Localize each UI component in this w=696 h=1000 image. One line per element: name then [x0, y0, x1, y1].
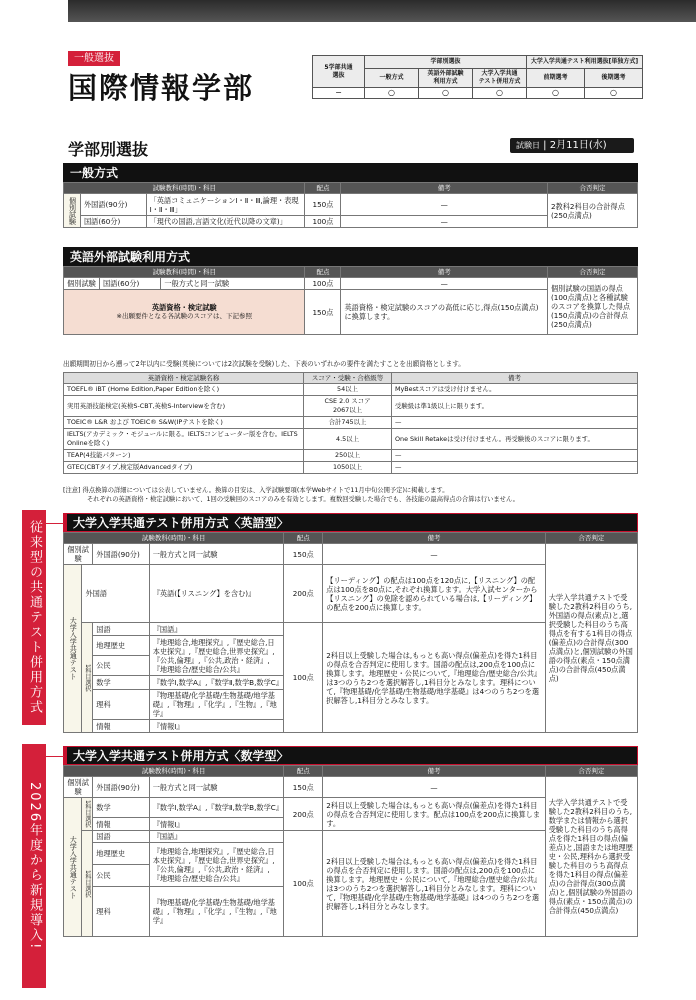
section-title: 大学入学共通テスト併用方式〈数学型〉 [63, 746, 638, 765]
qualification-row: GTEC(CBTタイプ,検定版Advancedタイプ) 1050以上 — [64, 462, 638, 474]
side-connector [46, 756, 64, 757]
side-label-new: 2026年度から新規導入! [22, 744, 46, 988]
side-connector [46, 523, 64, 524]
section-title: 大学入学共通テスト併用方式〈英語型〉 [63, 513, 638, 532]
page-title: 国際情報学部 [68, 71, 255, 105]
side-label-conventional: 従来型の共通テスト併用方式 [22, 510, 46, 725]
qualification-row: IELTS(アカデミック・モジュールに限る。IELTSコンピューター版を含む。IELTS Onlineを除く) 4.5以上 One Skill Retakeは受け付けません。再受験後のスコアに限ります。 [64, 429, 638, 450]
qualification-row: TOEFL® iBT (Home Edition,Paper Editionを除く) 54以上 MyBestスコアは受け付けません。 [64, 384, 638, 396]
section-common-test-english: 大学入学共通テスト併用方式〈英語型〉 試験教科(時間)・科目 配点 備考 合否判定 個別試験 外国語(90分) 一般方式と同一試験 150点 — 大学入学共通テストで受験した2教科2科目のうち,外国語の得点(素点)と,選択受験した科目のうち高得点を有する1科目の得点(偏差点)の合計得点(300点満点)と,個別試験の外国語の得点(素点・150点満点)の合計得点(450点満点) 大学入学共通テスト 外国語 『英語(【リスニング】を含む)』 200点 【リーディング】の配点は100点を120点に,【リスニング】の配点は100点を80点に,それぞれ換算します。大学入試センターから【リスニング】の免除を認められている場合は,【リーディング】の配点を200点に換算します。 1科目選択 国語 『国語』 100点 2科目以上受験した場合は,もっとも高い得点(偏差点)を得た1科目の得点を合否判定に使用します。国語の配点は,200点を100点に換算します。地理歴史・公民について,『地理総合/歴史総合/公共』は3つのうち2つを選択解答し,1科目分とみなします。理科について,『物理基礎/化学基礎/生物基礎/地学基礎』は4つのうち2つを選択解答し,1科目分とみなします。 地理歴史 『地理総合,地理探究』,『歴史総合,日本史探究』,『歴史総合,世界史探究』,『公共,倫理』,『公共,政治・経済』,『地理総合/歴史総合/公共』 公民 数学 『数学Ⅰ,数学A』,『数学Ⅱ,数学B,数学C』 理科 『物理基礎/化学基礎/生物基礎/地学基礎』,『物理』,『化学』,『生物』,『地学』 情報 『情報Ⅰ』 [63, 513, 638, 733]
eligibility-note: 出願期間初日から遡って2年以内に受験(英検については2次試験を受験)した、下表のいずれかの要件を満たすことを出願資格とします。 [63, 360, 465, 368]
qualification-row: 実用英語技能検定(英検S-CBT,英検S-Interviewを含む) CSE 2.0 スコア 2067以上 受験級は準1級以上に限ります。 [64, 396, 638, 417]
qualification-row: TEAP(4技能パターン) 250以上 — [64, 450, 638, 462]
category-badge: 一般選抜 [68, 51, 120, 66]
top-banner [68, 0, 696, 22]
exam-date: 試験日 | 2月11日(水) [510, 138, 634, 153]
attention-notes: [注意] 得点換算の詳細については公表していません。換算の目安は、入学試験要項(本学Webサイトで11月中旬公開予定)に掲載します。 それぞれの英語資格・検定試験において、1回の受験回のスコアのみを有効とします。複数回受験した場合でも、各技能の最高得点の合算は行いません。 [63, 487, 519, 503]
schedule-table: 5学部共通 選抜 学部別選抜 大学入学共通テスト利用選抜[単独方式] 一般方式 英語外部試験 利用方式 大学入学共通 テスト併用方式 前期選考 後期選考 − ○ ○ ○ ○ ○ [312, 55, 643, 99]
section-common-test-math: 大学入学共通テスト併用方式〈数学型〉 試験教科(時間)・科目 配点 備考 合否判定 個別試験 外国語(90分) 一般方式と同一試験 150点 — 大学入学共通テストで受験した2教科2科目のうち,数学または情報から選択受験した科目のうち高得点を得た1科目の得点(偏差点)と,国語または地理歴史・公民,理科から選択受験した科目のうち高得点を得た1科目の得点(偏差点)の合計得点(300点満点)と,個別試験の外国語の得点(素点・150点満点)の合計得点(450点満点) 大学入学共通テスト 1科目選択 数学 『数学Ⅰ,数学A』,『数学Ⅱ,数学B,数学C』 200点 2科目以上受験した場合は,もっとも高い得点(偏差点)を得た1科目の得点を合否判定に使用します。配点は100点を200点に換算します。 情報 『情報Ⅰ』 1科目選択 国語 『国語』 100点 2科目以上受験した場合は,もっとも高い得点(偏差点)を得た1科目の得点を合否判定に使用します。国語の配点は,200点を100点に換算します。地理歴史・公民について,『地理総合/歴史総合/公共』は3つのうち2つを選択解答し,1科目分とみなします。理科について,『物理基礎/化学基礎/生物基礎/地学基礎』は4つのうち2つを選択解答し,1科目分とみなします。 地理歴史 『地理総合,地理探究』,『歴史総合,日本史探究』,『歴史総合,世界史探究』,『公共,倫理』,『公共,政治・経済』,『地理総合/歴史総合/公共』 公民 理科 『物理基礎/化学基礎/生物基礎/地学基礎』,『物理』,『化学』,『生物』,『地学』 [63, 746, 638, 937]
section-title: 一般方式 [63, 163, 638, 182]
section-title: 英語外部試験利用方式 [63, 247, 638, 266]
qualification-row: TOEIC® L&R および TOEIC® S&W(IPテストを除く) 合計745以上 — [64, 417, 638, 429]
qualification-table: 英語資格・検定試験名称 スコア・受験・合格級等 備考 TOEFL® iBT (Home Edition,Paper Editionを除く) 54以上 MyBestスコアは受け付けません。 実用英語技能検定(英検S-CBT,英検S-Interviewを含む) CSE 2.0 スコア 2067以上 受験級は準1級以上に限ります。 TOEIC® L&R および TOEIC® S&W(IPテストを除く) 合計745以上 — IELTS(アカデミック・モジュールに限る。IELTSコンピューター版を含む。IELTS Onlineを除く) 4.5以上 One Skill Retakeは受け付けません。再受験後のスコアに限ります。 TEAP(4技能パターン) 250以上 — GTEC(CBTタイプ,検定版Advancedタイプ) 1050以上 — [63, 372, 638, 474]
section-external-english: 英語外部試験利用方式 試験教科(時間)・科目 配点 備考 合否判定 個別試験 国語(60分) 一般方式と同一試験 100点 — 個別試験の国語の得点(100点満点)と各種試験のスコアを換算した得点(150点満点)の合計得点(250点満点) 英語資格・検定試験 ※出願要件となる各試験のスコアは、下記参照 150点 英語資格・検定試験のスコアの高低に応じ,得点(150点満点)に換算します。 [63, 247, 638, 335]
section-subtitle: 学部別選抜 [68, 140, 149, 159]
section-general: 一般方式 試験教科(時間)・科目 配点 備考 合否判定 個別試験 外国語(90分) 「英語コミュニケーションⅠ・Ⅱ・Ⅲ,論理・表現Ⅰ・Ⅱ・Ⅲ」 150点 — 2教科2科目の合計得点(250点満点) 国語(60分) 「現代の国語,言語文化(近代以降の文章)」 100点 — [63, 163, 638, 228]
